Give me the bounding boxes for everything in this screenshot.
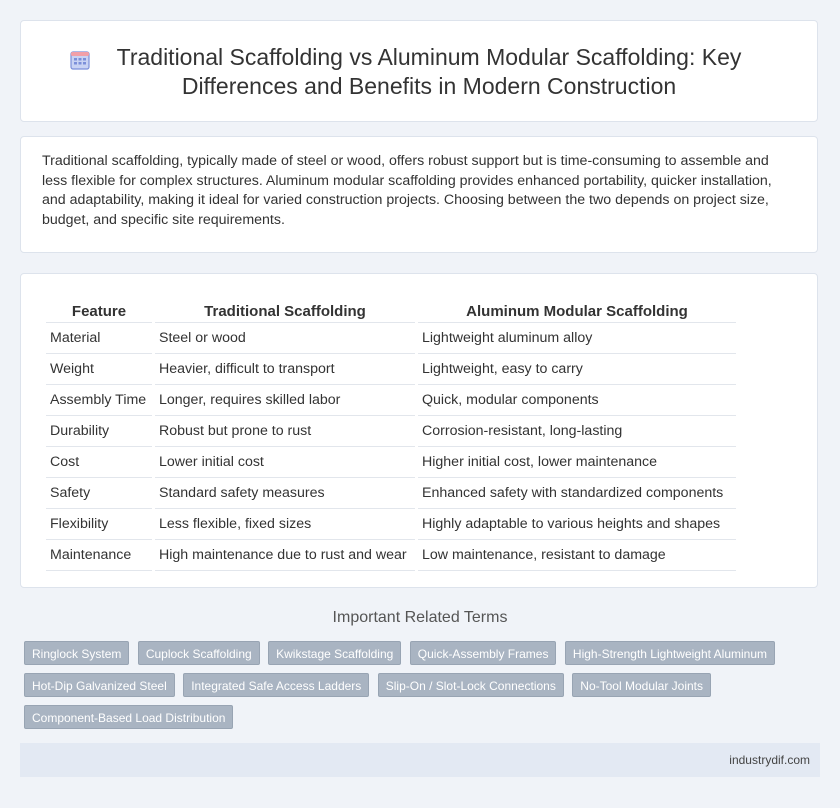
related-term-tag[interactable]: Ringlock System — [24, 641, 129, 665]
footer — [20, 743, 820, 777]
feature-cell: Maintenance — [46, 540, 152, 571]
table-header-row — [46, 294, 736, 323]
feature-cell: Durability — [46, 416, 152, 447]
table-row — [46, 540, 736, 571]
table-row — [46, 447, 736, 478]
table-row — [46, 416, 736, 447]
traditional-cell: High maintenance due to rust and wear — [155, 540, 415, 571]
traditional-cell: Longer, requires skilled labor — [155, 385, 415, 416]
related-terms-heading: Important Related Terms — [332, 609, 508, 626]
traditional-cell: Heavier, difficult to transport — [155, 354, 415, 385]
header-traditional: Traditional Scaffolding — [155, 294, 415, 323]
related-terms-list — [24, 641, 814, 737]
aluminum-cell: Higher initial cost, lower maintenance — [418, 447, 736, 478]
table-row — [46, 385, 736, 416]
header-aluminum: Aluminum Modular Scaffolding — [418, 294, 736, 323]
traditional-cell: Less flexible, fixed sizes — [155, 509, 415, 540]
related-term-tag[interactable]: Hot-Dip Galvanized Steel — [24, 673, 175, 697]
aluminum-cell: Highly adaptable to various heights and shapes — [418, 509, 736, 540]
feature-cell: Cost — [46, 447, 152, 478]
feature-cell: Flexibility — [46, 509, 152, 540]
related-term-tag[interactable]: Quick-Assembly Frames — [410, 641, 557, 665]
comparison-card — [20, 273, 818, 588]
traditional-cell: Robust but prone to rust — [155, 416, 415, 447]
intro-paragraph: Traditional scaffolding, typically made of steel or wood, offers robust support but is time-consuming to assemble and less flexible for complex structures. Aluminum modular scaffolding provides enhanced portability, quicker installation, and adaptability, making it ideal for varied construction projects. Choosing between the two depends on project size, budget, and specific site requirements. — [42, 153, 772, 228]
table-row — [46, 478, 736, 509]
footer-site-link[interactable]: industrydif.com — [729, 753, 810, 767]
feature-cell: Material — [46, 323, 152, 354]
header-feature: Feature — [46, 294, 152, 323]
table-row — [46, 323, 736, 354]
feature-cell: Weight — [46, 354, 152, 385]
related-term-tag[interactable]: Integrated Safe Access Ladders — [183, 673, 369, 697]
table-row — [46, 509, 736, 540]
intro-card — [20, 136, 818, 253]
traditional-cell: Lower initial cost — [155, 447, 415, 478]
table-row — [46, 354, 736, 385]
related-term-tag[interactable]: No-Tool Modular Joints — [572, 673, 711, 697]
related-term-tag[interactable]: Cuplock Scaffolding — [138, 641, 260, 665]
related-term-tag[interactable]: Kwikstage Scaffolding — [268, 641, 401, 665]
feature-cell: Safety — [46, 478, 152, 509]
title-card — [20, 20, 818, 122]
aluminum-cell: Corrosion-resistant, long-lasting — [418, 416, 736, 447]
page-title: Traditional Scaffolding vs Aluminum Modular Scaffolding: Key Differences and Benefits in Modern Construction — [116, 44, 742, 99]
related-term-tag[interactable]: Slip-On / Slot-Lock Connections — [378, 673, 564, 697]
related-term-tag[interactable]: High-Strength Lightweight Aluminum — [565, 641, 775, 665]
aluminum-cell: Low maintenance, resistant to damage — [418, 540, 736, 571]
aluminum-cell: Quick, modular components — [418, 385, 736, 416]
traditional-cell: Standard safety measures — [155, 478, 415, 509]
comparison-table — [43, 294, 739, 571]
aluminum-cell: Lightweight, easy to carry — [418, 354, 736, 385]
traditional-cell: Steel or wood — [155, 323, 415, 354]
feature-cell: Assembly Time — [46, 385, 152, 416]
aluminum-cell: Lightweight aluminum alloy — [418, 323, 736, 354]
aluminum-cell: Enhanced safety with standardized components — [418, 478, 736, 509]
related-term-tag[interactable]: Component-Based Load Distribution — [24, 705, 233, 729]
